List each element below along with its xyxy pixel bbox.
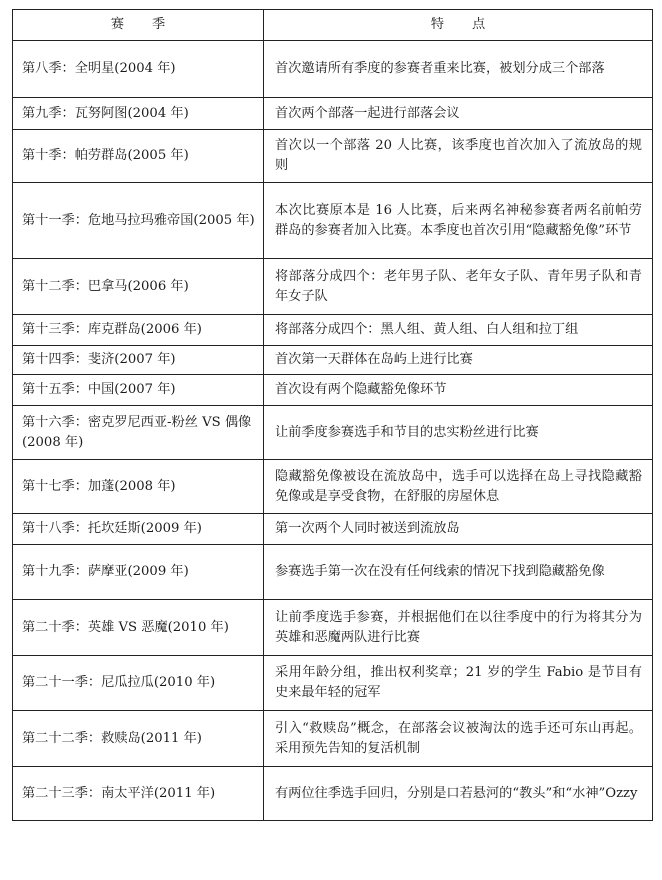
seasons-table: [12, 9, 653, 821]
season-cell: 第十八季：托坎廷斯(2009 年): [13, 514, 264, 545]
table-row: [13, 767, 653, 821]
season-cell: 第十季：帕劳群岛(2005 年): [13, 130, 264, 183]
feature-cell: 本次比赛原本是 16 人比赛，后来两名神秘参赛者两名前帕劳群岛的参赛者加入比赛。本季度也首次引用“隐藏豁免像”环节: [264, 183, 653, 259]
feature-cell: 第一次两个人同时被送到流放岛: [264, 514, 653, 545]
feature-cell: 首次第一天群体在岛屿上进行比赛: [264, 346, 653, 375]
season-cell: 第十四季：斐济(2007 年): [13, 346, 264, 375]
table-row: [13, 259, 653, 315]
feature-cell: 首次邀请所有季度的参赛者重来比赛，被划分成三个部落: [264, 41, 653, 98]
feature-cell: 隐藏豁免像被设在流放岛中，选手可以选择在岛上寻找隐藏豁免像或是享受食物，在舒服的房屋休息: [264, 460, 653, 514]
table-row: [13, 41, 653, 98]
season-cell: 第十二季：巴拿马(2006 年): [13, 259, 264, 315]
feature-cell: 首次设有两个隐藏豁免像环节: [264, 375, 653, 406]
feature-cell: 让前季度选手参赛，并根据他们在以往季度中的行为将其分为英雄和恶魔两队进行比赛: [264, 600, 653, 656]
table-row: [13, 600, 653, 656]
feature-cell: 有两位往季选手回归，分别是口若悬河的“教头”和“水神”Ozzy: [264, 767, 653, 821]
feature-cell: 引入“救赎岛”概念，在部落会议被淘汰的选手还可东山再起。采用预先告知的复活机制: [264, 711, 653, 767]
header-feature: 特点: [264, 10, 653, 41]
season-cell: 第十七季：加蓬(2008 年): [13, 460, 264, 514]
table-row: [13, 130, 653, 183]
table-row: [13, 375, 653, 406]
header-season: 赛季: [13, 10, 264, 41]
season-cell: 第十五季：中国(2007 年): [13, 375, 264, 406]
feature-cell: 参赛选手第一次在没有任何线索的情况下找到隐藏豁免像: [264, 545, 653, 600]
table-row: [13, 183, 653, 259]
feature-cell: 首次以一个部落 20 人比赛，该季度也首次加入了流放岛的规则: [264, 130, 653, 183]
feature-cell: 将部落分成四个：老年男子队、老年女子队、青年男子队和青年女子队: [264, 259, 653, 315]
table-row: [13, 514, 653, 545]
season-cell: 第十六季：密克罗尼西亚-粉丝 VS 偶像(2008 年): [13, 406, 264, 460]
table-row: [13, 406, 653, 460]
season-cell: 第十一季：危地马拉玛雅帝国(2005 年): [13, 183, 264, 259]
season-cell: 第二十三季：南太平洋(2011 年): [13, 767, 264, 821]
table-row: [13, 656, 653, 711]
season-cell: 第九季：瓦努阿图(2004 年): [13, 98, 264, 130]
feature-cell: 让前季度参赛选手和节目的忠实粉丝进行比赛: [264, 406, 653, 460]
season-cell: 第二十季：英雄 VS 恶魔(2010 年): [13, 600, 264, 656]
table-row: [13, 545, 653, 600]
table-header-row: [13, 10, 653, 41]
season-cell: 第二十二季：救赎岛(2011 年): [13, 711, 264, 767]
season-cell: 第十九季：萨摩亚(2009 年): [13, 545, 264, 600]
document-page: [12, 9, 652, 821]
season-cell: 第二十一季：尼瓜拉瓜(2010 年): [13, 656, 264, 711]
feature-cell: 首次两个部落一起进行部落会议: [264, 98, 653, 130]
season-cell: 第十三季：库克群岛(2006 年): [13, 315, 264, 346]
table-row: [13, 711, 653, 767]
feature-cell: 将部落分成四个：黑人组、黄人组、白人组和拉丁组: [264, 315, 653, 346]
feature-cell: 采用年龄分组，推出权利奖章；21 岁的学生 Fabio 是节目有史来最年轻的冠军: [264, 656, 653, 711]
table-row: [13, 315, 653, 346]
table-row: [13, 346, 653, 375]
table-row: [13, 460, 653, 514]
table-row: [13, 98, 653, 130]
season-cell: 第八季：全明星(2004 年): [13, 41, 264, 98]
